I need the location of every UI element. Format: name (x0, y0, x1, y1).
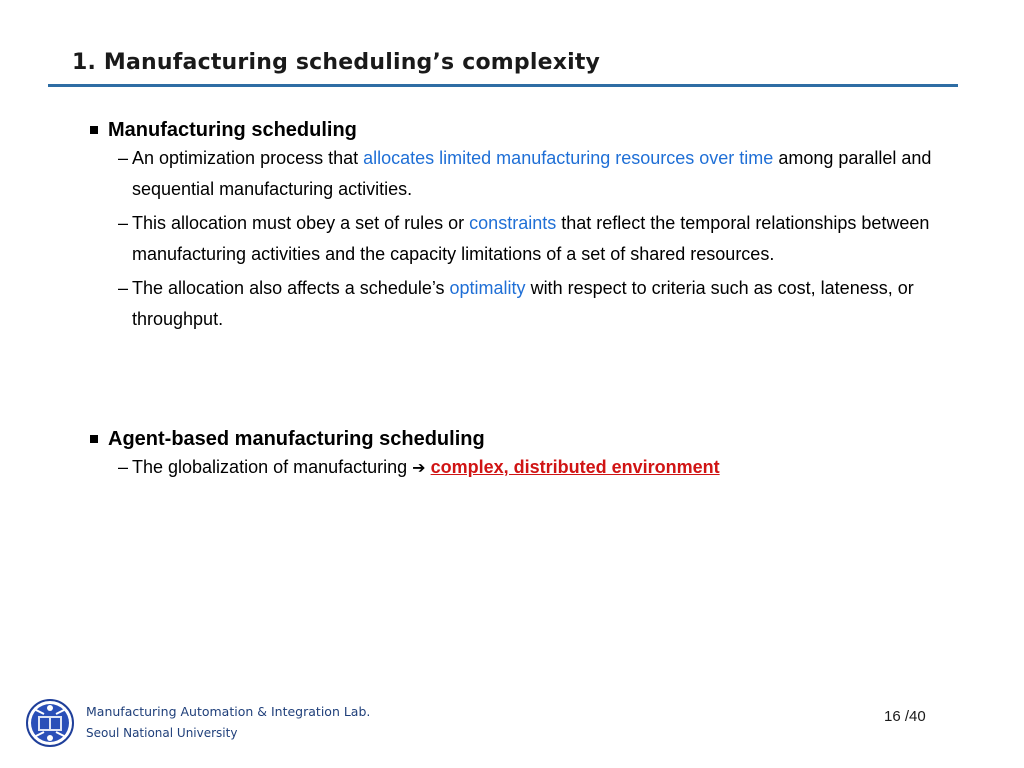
list-item (88, 452, 968, 483)
section-heading-text: Manufacturing scheduling (108, 119, 357, 141)
item-text: This allocation must obey a set of rules or (132, 213, 470, 233)
right-arrow-icon: ➔ (412, 458, 426, 477)
section-heading (88, 426, 968, 452)
square-bullet-icon (90, 435, 98, 443)
item-text: An optimization process that (132, 148, 364, 168)
title-divider (48, 84, 958, 87)
list-item (88, 143, 968, 205)
highlighted-phrase: allocates limited manufacturing resources over time (363, 148, 774, 168)
list-item (88, 208, 968, 270)
section-heading (88, 117, 968, 143)
item-text-continued: among parallel and sequential manufacturing activities. (132, 148, 932, 199)
dash-bullet: – (118, 148, 129, 168)
university-emblem-icon (24, 698, 76, 748)
item-text: The allocation also affects a schedule’s (132, 278, 450, 298)
dash-bullet: – (118, 278, 129, 298)
footer-lab-name: Manufacturing Automation & Integration Lab. (86, 704, 371, 719)
emphasized-phrase: complex, distributed environment (430, 457, 720, 477)
footer-university: Seoul National University (86, 726, 238, 740)
item-text: The globalization of manufacturing (132, 457, 413, 477)
page-number: 16 /40 (884, 708, 926, 725)
list-item (88, 273, 968, 335)
slide-title: 1. Manufacturing scheduling’s complexity (72, 50, 601, 75)
highlighted-phrase: optimality (449, 278, 526, 298)
section-agent-based-scheduling (88, 426, 968, 483)
section-manufacturing-scheduling (88, 117, 968, 335)
item-text-continued: that reflect the temporal relationships between manufacturing activities and the capacity limitations of a set of shared resources. (132, 213, 930, 264)
section-heading-text: Agent-based manufacturing scheduling (108, 428, 485, 450)
highlighted-phrase: constraints (469, 213, 557, 233)
square-bullet-icon (90, 126, 98, 134)
dash-bullet: – (118, 213, 129, 233)
item-text-continued: with respect to criteria such as cost, lateness, or throughput. (132, 278, 914, 329)
dash-bullet: – (118, 457, 129, 477)
